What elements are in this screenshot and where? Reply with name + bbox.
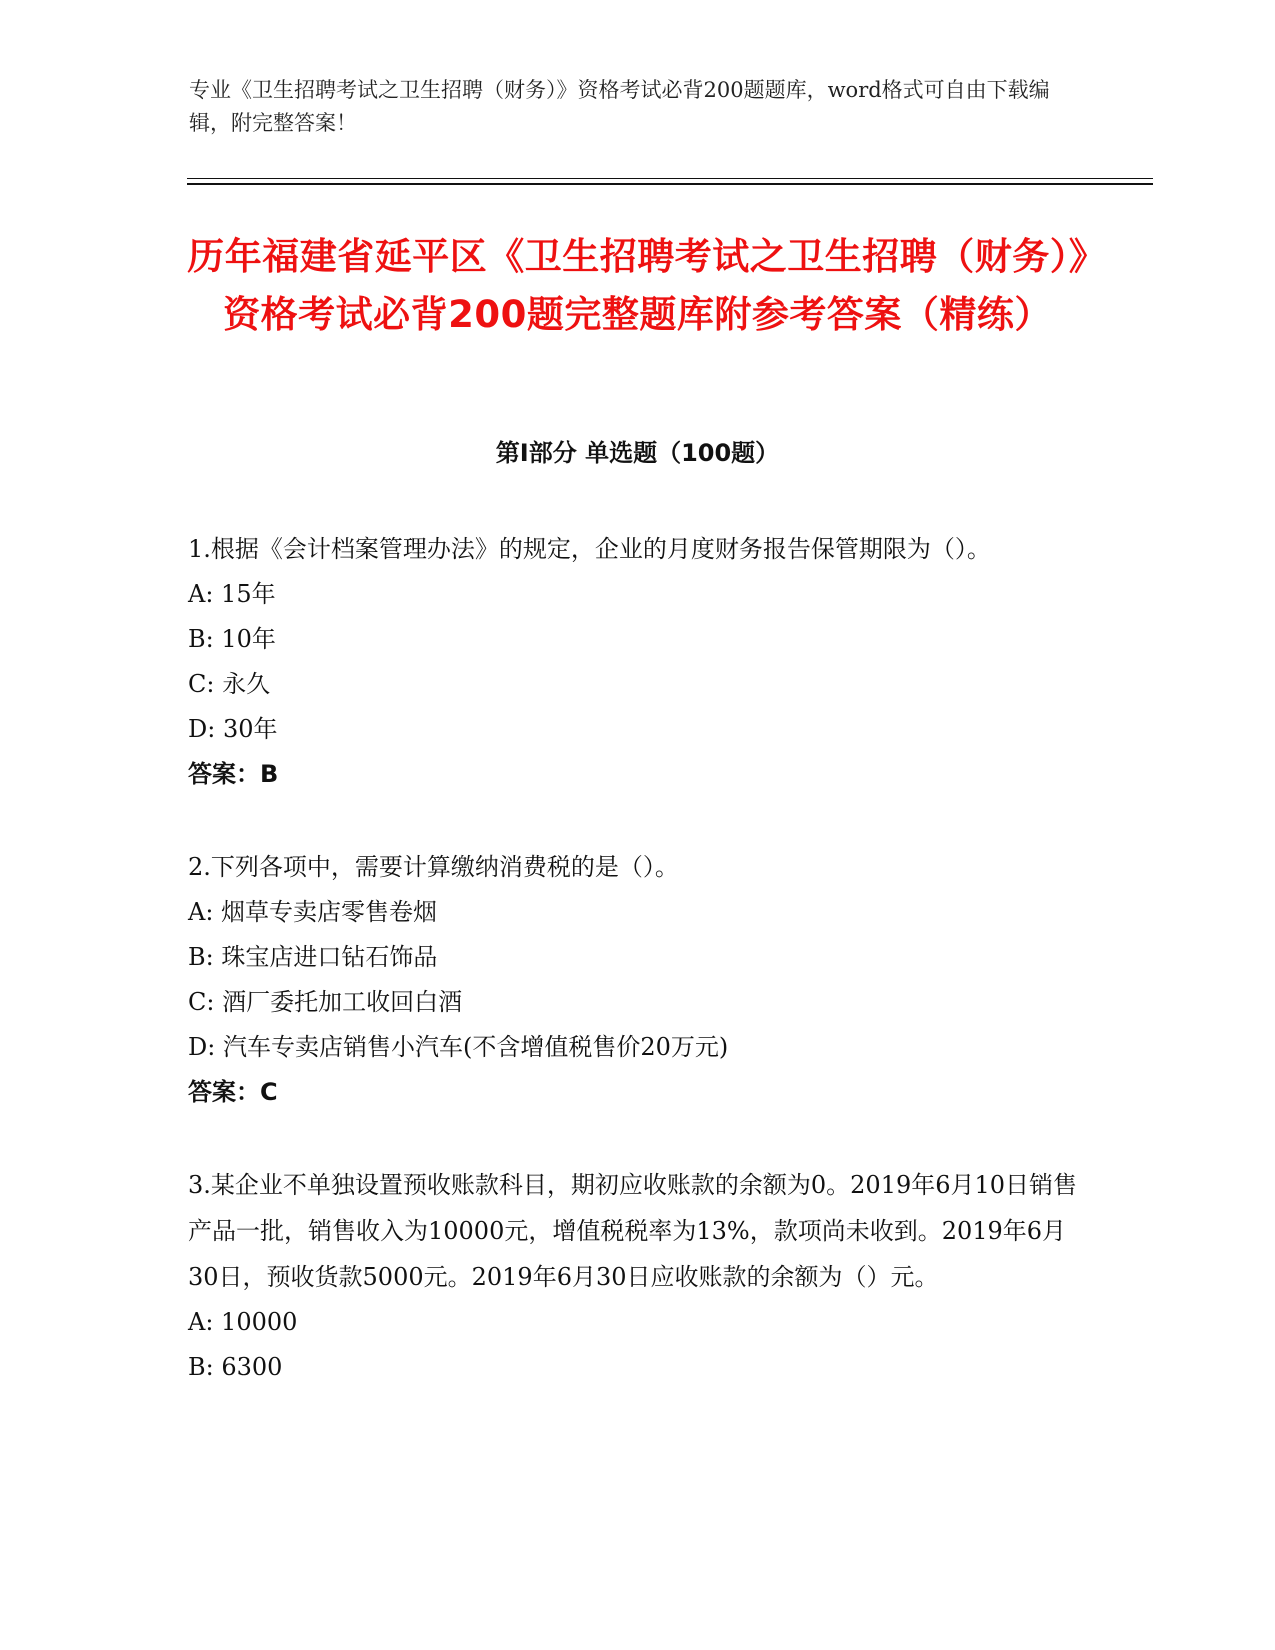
question-1 [188, 526, 1078, 797]
answer: 答案：C [188, 1078, 278, 1106]
option-a: A: 15年 [188, 580, 276, 608]
header-divider-thick [187, 183, 1153, 185]
header-note: 专业《卫生招聘考试之卫生招聘（财务）》资格考试必背200题题库，word格式可自由下载编辑，附完整答案！ [189, 78, 1050, 135]
option-c: C: 永久 [188, 670, 271, 698]
option-a: A: 10000 [188, 1308, 298, 1336]
question-text: 1.根据《会计档案管理办法》的规定，企业的月度财务报告保管期限为（）。 [188, 535, 991, 563]
option-d: D: 30年 [188, 715, 278, 743]
option-d: D: 汽车专卖店销售小汽车(不含增值税售价20万元) [188, 1033, 729, 1061]
document-title: 历年福建省延平区《卫生招聘考试之卫生招聘（财务）》资格考试必背200题完整题库附参考答案（精练） [187, 235, 1088, 336]
option-a: A: 烟草专卖店零售卷烟 [188, 898, 438, 926]
section-title: 第I部分 单选题（100题） [495, 439, 780, 467]
question-3 [188, 1162, 1078, 1390]
option-c: C: 酒厂委托加工收回白酒 [188, 988, 463, 1016]
option-b: B: 珠宝店进口钻石饰品 [188, 943, 438, 971]
option-b: B: 6300 [188, 1353, 283, 1381]
question-list [188, 526, 1078, 1437]
header-divider-thin [187, 178, 1153, 179]
option-b: B: 10年 [188, 625, 276, 653]
answer: 答案：B [188, 760, 279, 788]
question-text: 3.某企业不单独设置预收账款科目，期初应收账款的余额为0。2019年6月10日销售产品一批，销售收入为10000元，增值税税率为13%，款项尚未收到。2019年6月30日，预收货款5000元。2019年6月30日应收账款的余额为（）元。 [188, 1171, 1078, 1291]
question-2 [188, 844, 1078, 1115]
question-text: 2.下列各项中，需要计算缴纳消费税的是（）。 [188, 853, 679, 881]
